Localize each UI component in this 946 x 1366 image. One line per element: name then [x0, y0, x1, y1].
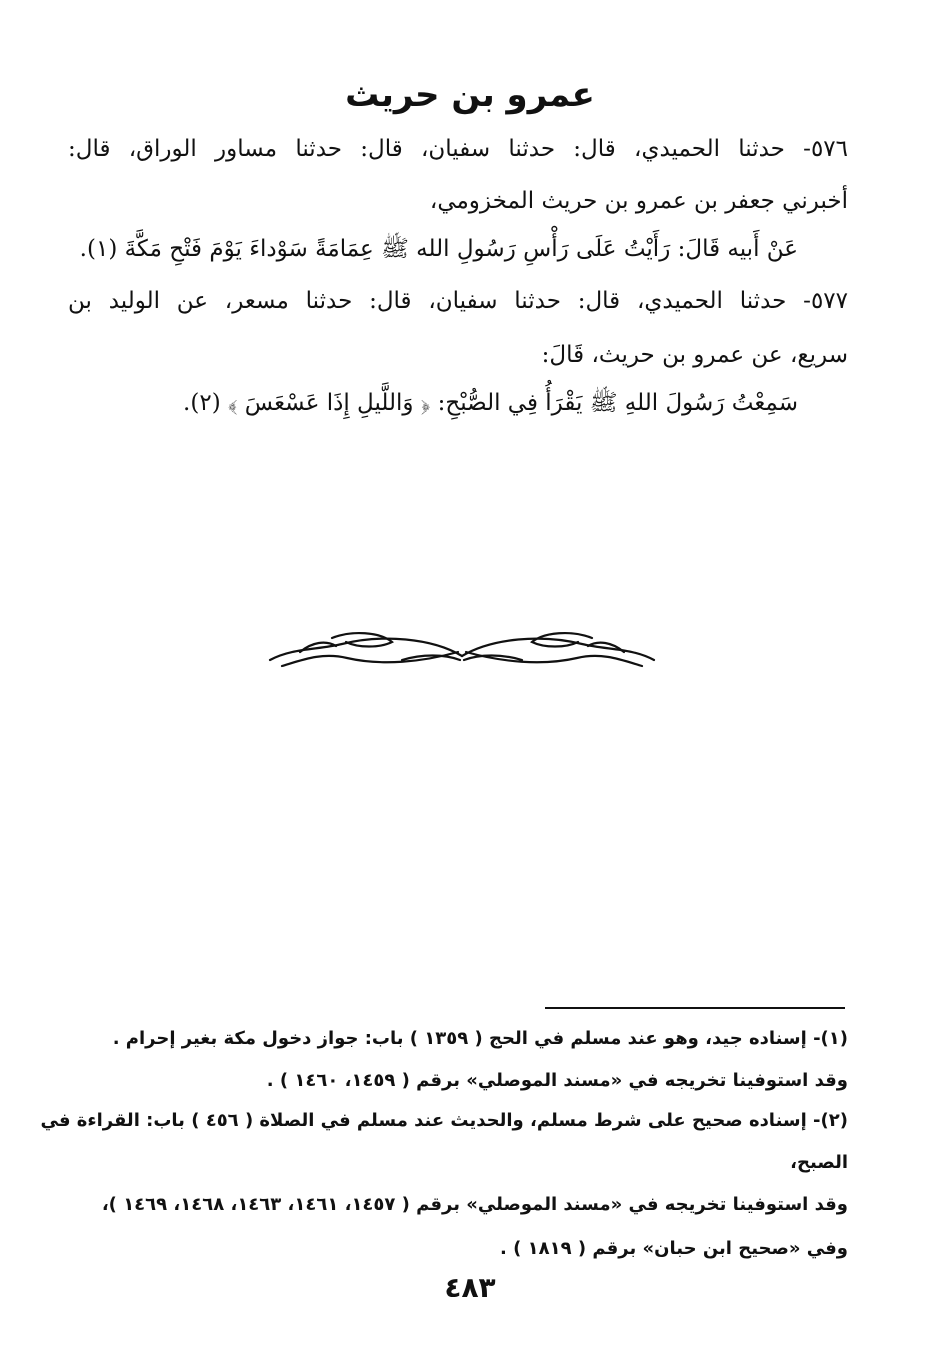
- footnote-1-line-2: وقد استوفينا تخريجه في «مسند الموصلي» برقم ( ١٤٥٩، ١٤٦٠ ) .: [266, 1070, 848, 1091]
- hadith-576-chain-line-2: أخبرني جعفر بن عمرو بن حريث المخزومي،: [429, 188, 848, 214]
- hadith-577-chain-line-1: ٥٧٧- حدثنا الحميدي، قال: حدثنا سفيان، قال: حدثنا مسعر، عن الوليد بن: [68, 288, 848, 314]
- footnote-2-line-4: وفي «صحيح ابن حبان» برقم ( ١٨١٩ ) .: [500, 1238, 848, 1259]
- footnote-1-line-1: (١)- إسناده جيد، وهو عند مسلم في الحج ( ١٣٥٩ ) باب: جواز دخول مكة بغير إحرام .: [112, 1028, 848, 1049]
- footnote-2-line-2: الصبح،: [790, 1152, 848, 1173]
- footnote-2-line-1: (٢)- إسناده صحيح على شرط مسلم، والحديث عند مسلم في الصلاة ( ٤٥٦ ) باب: القراءة في: [40, 1110, 848, 1131]
- page-number: ٤٨٣: [444, 1271, 496, 1304]
- hadith-576-chain-line-1: ٥٧٦- حدثنا الحميدي، قال: حدثنا سفيان، قال: حدثنا مساور الوراق، قال:: [68, 136, 848, 162]
- chapter-title: عمرو بن حريث: [345, 75, 595, 115]
- hadith-577-text: سَمِعْتُ رَسُولَ اللهِ ﷺ يَقْرَأُ فِي الصُّبْحِ: ﴿ وَاللَّيلِ إِذَا عَسْعَسَ ﴾ (٢).: [183, 390, 798, 416]
- footnote-2-line-3: وقد استوفينا تخريجه في «مسند الموصلي» برقم ( ١٤٥٧، ١٤٦١، ١٤٦٣، ١٤٦٨، ١٤٦٩ )،: [101, 1194, 848, 1215]
- decorative-divider-ornament: [262, 626, 662, 674]
- hadith-576-text: عَنْ أَبيه قَالَ: رَأَيْتُ عَلَى رَأْسِ رَسُولِ الله ﷺ عِمَامَةً سَوْداءَ يَوْمَ فَتْحِ مَكَّةَ (١).: [79, 236, 798, 262]
- footnote-separator: [545, 1007, 845, 1009]
- hadith-577-chain-line-2: سريع، عن عمرو بن حريث، قَالَ:: [541, 342, 848, 368]
